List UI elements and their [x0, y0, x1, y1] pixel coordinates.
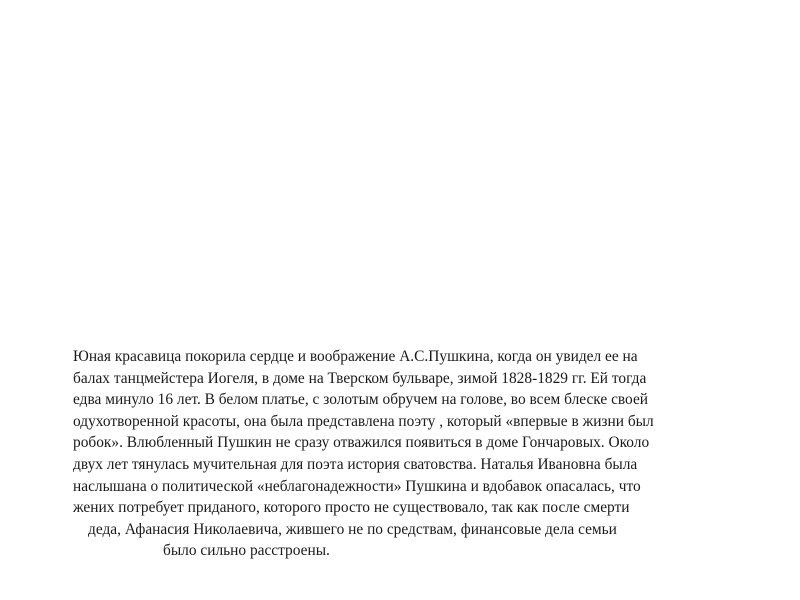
text-line-4: одухотворенной красоты, она была представлена поэту , который «впервые в жизни был — [73, 412, 654, 430]
text-line-1: Юная красавица покорила сердце и воображение А.С.Пушкина, когда он увидел ее на — [73, 348, 638, 365]
text-line-5: робок». Влюбленный Пушкин не сразу отважился появиться в доме Гончаровых. Около — [73, 434, 650, 452]
text-line-7: наслышана о политической «неблагонадежности» Пушкина и вдобавок опасалась, что — [73, 477, 641, 495]
text-line-3: едва минуло 16 лет. В белом платье, с золотым обручем на голове, во всем блеске своей — [73, 391, 649, 409]
text-line-9: деда, Афанасия Николаевича, жившего не по средствам, финансовые дела семьи — [88, 520, 617, 538]
body-text — [73, 346, 763, 562]
text-line-8: жених потребует приданого, которого просто не существовало, так как после смерти — [73, 499, 630, 517]
text-line-10: было сильно расстроены. — [163, 542, 330, 560]
text-line-6: двух лет тянулась мучительная для поэта история сватовства. Наталья Ивановна была — [73, 455, 638, 473]
text-line-2: балах танцмейстера Иогеля, в доме на Тверском бульваре, зимой 1828-1829 гг. Ей тогда — [73, 369, 647, 387]
